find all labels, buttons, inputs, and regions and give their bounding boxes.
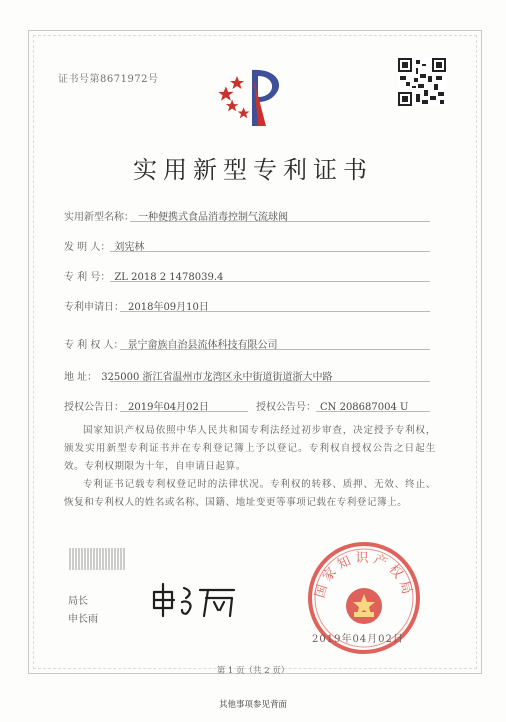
field-value: CN 208687004 U: [320, 402, 409, 413]
decorative-stripes-icon: [68, 548, 126, 570]
underline: [316, 411, 430, 412]
legal-status-paragraph: 专利证书记载专利权登记时的法律状况。专利权的转移、质押、无效、终止、恢复和专利权人的姓名或名称、国籍、地址变更等事项记载在专利登记簿上。: [64, 479, 436, 508]
field-value: 刘宪林: [114, 242, 145, 253]
field-label: 专利申请日：: [64, 302, 124, 313]
field-label: 发 明 人：: [64, 242, 111, 253]
field-value: 2019年04月02日: [128, 402, 209, 413]
field-label: 实用新型名称：: [64, 212, 134, 223]
field-value: ZL 2018 2 1478039.4: [114, 272, 224, 283]
underline: [120, 311, 430, 312]
certificate-number: 证书号第8671972号: [58, 74, 159, 85]
underline: [110, 381, 430, 382]
seal-date: 2019年04月02日: [312, 634, 404, 645]
qr-code-icon: [398, 58, 446, 106]
seal-text: 国家知识产权局: [312, 551, 416, 600]
underline: [110, 281, 430, 282]
field-label: 专 利 号：: [64, 272, 111, 283]
certificate-title: 实用新型专利证书: [133, 156, 373, 184]
patent-office-emblem-icon: [218, 66, 290, 128]
field-value: 一种便携式食品消毒控制气流球阀: [138, 212, 288, 223]
footer-note: 其他事项参见背面: [218, 700, 287, 710]
page-number: 第 1 页（共 2 页）: [216, 666, 290, 676]
field-value: 2018年09月10日: [128, 302, 209, 313]
underline: [130, 221, 430, 222]
underline: [120, 349, 430, 350]
field-label: 地 址：: [64, 372, 98, 383]
handwritten-signature-icon: [148, 580, 240, 620]
field-label: 授权公告号：: [256, 402, 316, 413]
director-name-label: 申长雨: [68, 614, 98, 625]
director-title-label: 局长: [68, 596, 88, 607]
grant-paragraph: 国家知识产权局依照中华人民共和国专利法经过初步审查，决定授予专利权，颁发实用新型专利证书并在专利登记簿上予以登记。专利权自授权公告之日起生效。专利权期限为十年，自申请日起算。: [64, 425, 436, 472]
underline: [120, 411, 248, 412]
underline: [110, 251, 430, 252]
field-value: 325000 浙江省温州市龙湾区永中街道街道浙大中路: [101, 372, 333, 383]
field-label: 专 利 权 人：: [64, 340, 124, 351]
field-value: 景宁畲族自治县流体科技有限公司: [127, 340, 278, 351]
field-label: 授权公告日：: [64, 402, 124, 413]
